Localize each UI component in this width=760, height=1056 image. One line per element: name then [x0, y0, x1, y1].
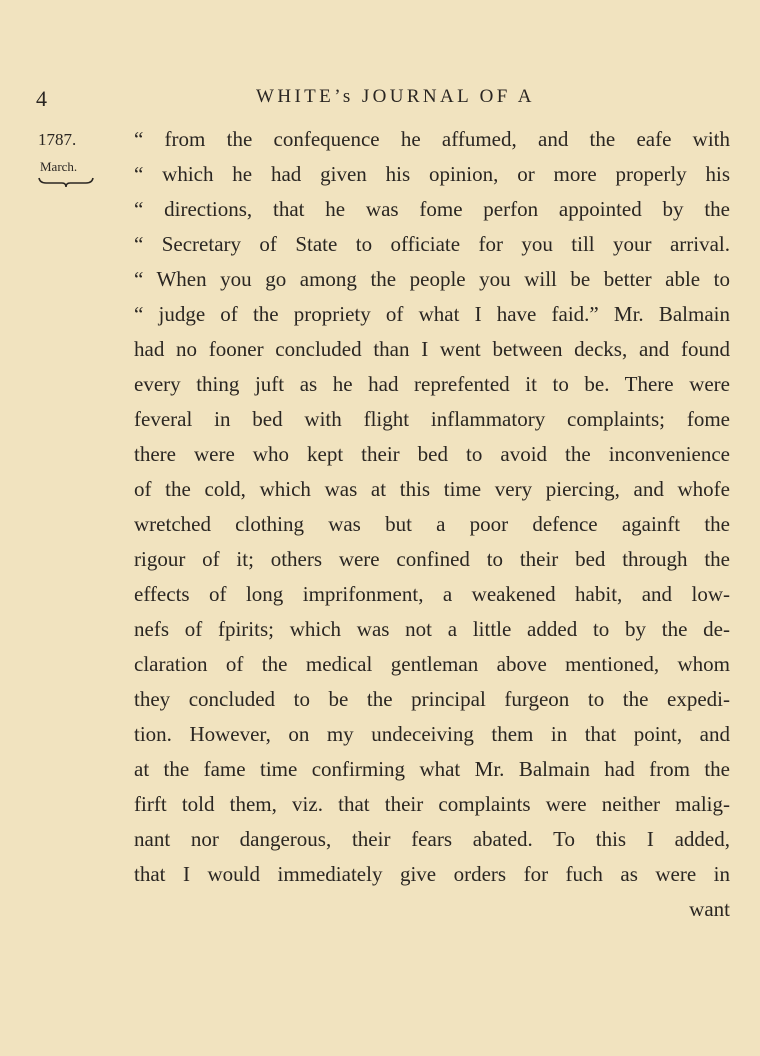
- text-line: “ When you go among the people you will be better able to: [134, 267, 730, 291]
- text-line: of the cold, which was at this time very piercing, and whofe: [134, 477, 730, 501]
- text-line: claration of the medical gentleman above mentioned, whom: [134, 652, 730, 676]
- page-number: 4: [36, 86, 47, 111]
- text-line: feveral in bed with flight inflammatory complaints; fome: [134, 407, 730, 431]
- catchword: want: [689, 897, 730, 921]
- text-line: tion. However, on my undeceiving them in that point, and: [134, 722, 730, 746]
- brace-icon: [38, 176, 94, 188]
- text-line: that I would immediately give orders for fuch as were in: [134, 862, 730, 886]
- text-line: at the fame time confirming what Mr. Balmain had from the: [134, 757, 730, 781]
- text-line: wretched clothing was but a poor defence againft the: [134, 512, 730, 536]
- text-line: firft told them, viz. that their complaints were neither malig-: [134, 792, 730, 816]
- text-line: “ judge of the propriety of what I have faid.” Mr. Balmain: [134, 302, 730, 326]
- text-line: there were who kept their bed to avoid the inconvenience: [134, 442, 730, 466]
- body-text: [134, 122, 730, 927]
- text-line: “ directions, that he was fome perfon appointed by the: [134, 197, 730, 221]
- text-line: “ which he had given his opinion, or more properly his: [134, 162, 730, 186]
- text-line: nant nor dangerous, their fears abated. To this I added,: [134, 827, 730, 851]
- margin-note-year: 1787.: [38, 130, 77, 149]
- text-line: “ from the confequence he affumed, and the eafe with: [134, 127, 730, 151]
- text-line: had no fooner concluded than I went between decks, and found: [134, 337, 730, 361]
- text-line: nefs of fpirits; which was not a little added to by the de-: [134, 617, 730, 641]
- margin-note-month: March.: [40, 159, 78, 174]
- text-line: effects of long imprifonment, a weakened habit, and low-: [134, 582, 730, 606]
- text-line: rigour of it; others were confined to their bed through the: [134, 547, 730, 571]
- text-line: “ Secretary of State to officiate for you till your arrival.: [134, 232, 730, 256]
- running-head: WHITE’s JOURNAL OF A: [256, 86, 535, 107]
- text-line: they concluded to be the principal furgeon to the expedi-: [134, 687, 730, 711]
- text-line: every thing juft as he had reprefented it to be. There were: [134, 372, 730, 396]
